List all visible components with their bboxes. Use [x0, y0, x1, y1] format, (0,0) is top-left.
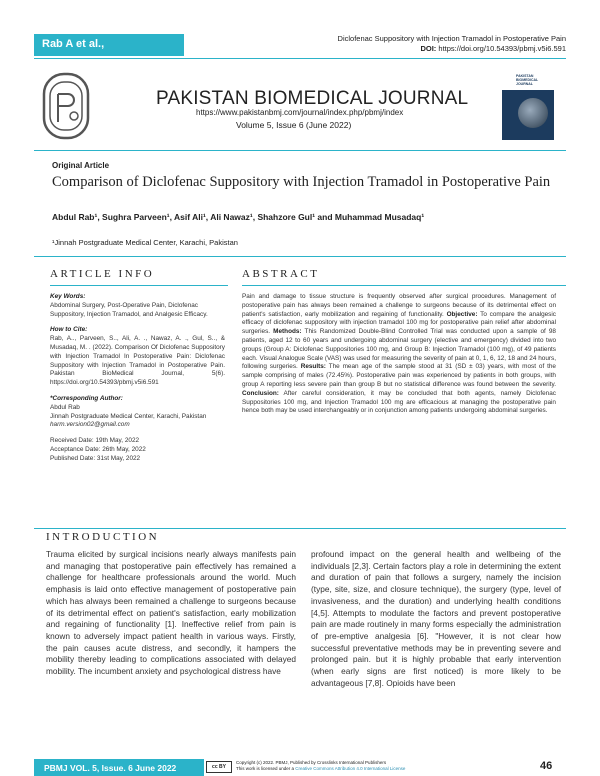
methods-text: This Randomized Double-Blind Controlled Trial was conducted upon a sample of 98 patients, aged 12 to 60 years and undergoing abdominal surgery (elective and emergency) divided into two groups (Group A: Diclofenac Suppositories 100 mg, and Group B: Injection Tramadol (100 mg), of 49 patients each. Visual Analogue Scale (VAS) was used for measuring the severity of pain at 0, 1, 6, 12, 18 and 24 hours, following surgeries. — [242, 328, 556, 371]
doi-label: DOI: — [420, 44, 437, 53]
doi-link[interactable]: https://doi.org/10.54393/pbmj.v5i6.591 — [438, 44, 566, 53]
corresponding-email[interactable]: harm.version02@gmail.com — [50, 421, 130, 429]
running-title: Diclofenac Suppository with Injection Tramadol in Postoperative Pain — [337, 34, 566, 43]
keywords: Abdominal Surgery, Post-Operative Pain, Diclofenac Suppository, Injection Tramadol, and Analgesic Efficacy. — [50, 301, 208, 318]
license-link[interactable]: Creative Commons Attribution 4.0 International License — [295, 766, 406, 771]
journal-volume: Volume 5, Issue 6 (June 2022) — [236, 120, 352, 130]
license-line — [236, 766, 436, 772]
paper-title: Comparison of Diclofenac Suppository with Injection Tramadol in Postoperative Pain — [52, 174, 551, 190]
journal-cover-image — [502, 68, 554, 140]
page-number: 46 — [540, 760, 553, 772]
published-date: Published Date: 31st May, 2022 — [50, 454, 141, 462]
methods-label: Methods: — [273, 328, 302, 336]
abstract-intro: Pain and damage to tissue structure is frequently observed after surgical procedures. Management of postoperative pain has always been remained a challenge to surgeons because of its detrimental effect on patient's satisfaction, early mobilization and regaining of functionality. — [242, 293, 556, 318]
banner-rule — [34, 150, 566, 151]
license-prefix: This work is licensed under a — [236, 766, 295, 771]
running-author: Rab A et al., — [34, 34, 184, 56]
corresponding-block — [50, 395, 225, 430]
results-label: Results: — [300, 363, 326, 371]
cite-block — [50, 326, 225, 388]
results-text: The mean age of the sample stood at 31 (SD ± 03) years, with most of the sample comprising of males (72.45%). Postoperative pain was experienced by patients in both groups, with group A reporting less severe pain than group B but no statistical difference was found between the severity. — [242, 363, 556, 388]
accepted-date: Acceptance Date: 26th May, 2022 — [50, 445, 146, 453]
received-date: Received Date: 19th May, 2022 — [50, 437, 140, 445]
cover-title: PAKISTAN BIOMEDICAL JOURNAL — [516, 74, 539, 86]
author-list: Abdul Rab¹, Sughra Parveen¹, Asif Ali¹, Ali Nawaz¹, Shahzore Gul¹ and Muhammad Musadaq¹ — [52, 212, 425, 222]
cc-license-icon[interactable]: cc BY — [206, 761, 232, 773]
article-info-heading: ARTICLE INFO — [50, 268, 155, 280]
doi-line — [190, 44, 566, 54]
header-rule — [34, 58, 566, 59]
cite-label: How to Cite: — [50, 326, 88, 334]
keywords-block — [50, 293, 225, 319]
title-rule — [34, 256, 566, 257]
journal-name: PAKISTAN BIOMEDICAL JOURNAL — [156, 88, 469, 109]
abstract-heading: ABSTRACT — [242, 268, 320, 280]
journal-url[interactable]: https://www.pakistanbmj.com/journal/index.php/pbmj/index — [196, 108, 404, 117]
intro-column-2: profound impact on the general health and wellbeing of the individuals [2,3]. Certain factors play a role in determining the extent and duration of pain that follows a surgery, namely the incision (type, site, size, and closure technique), the surgery (type, level of invasiveness, and the duration) and underlying health conditions [4,5]. Attempts to modulate the factors and prevent postoperative pain are made routinely in many forms especially the administration of pre-emptive analgesia [6]. "However, it is not clear how successful preventative methods may be in preventing severe and prolonged pain. but it is highly probable that early intervention (when early signs are first noticed) is more likely to be advantageous [7,8]. Opioids have been — [311, 549, 561, 688]
conclusion-text: After careful consideration, it may be concluded that both agents, namely Diclofenac Suppositories 100 mg, and Injection Tramadol 100 mg are efficacious at managing the postoperative pain hence both may be used interchangeably or in conjunction among patients undergoing abdominal surgeries. — [242, 389, 556, 415]
abstract-body — [242, 293, 556, 416]
objective-text: To compare the analgesic efficacy of diclofenac suppository with injection tramadol 100 mg for postoperative pain relief after abdominal surgeries. — [242, 310, 556, 336]
corresponding-label: *Corresponding Author: — [50, 394, 123, 402]
footer-issue: PBMJ VOL. 5, Issue. 6 June 2022 — [34, 759, 204, 776]
corresponding-affiliation: Jinnah Postgraduate Medical Center, Karachi, Pakistan — [50, 412, 207, 420]
introduction-heading: INTRODUCTION — [46, 531, 160, 543]
article-info-panel — [50, 293, 225, 464]
footer-copyright — [236, 760, 436, 772]
conclusion-label: Conclusion: — [242, 389, 279, 397]
corresponding-name: Abdul Rab — [50, 403, 80, 411]
intro-top-rule — [34, 528, 566, 529]
journal-logo-icon — [40, 70, 92, 142]
running-header — [190, 34, 566, 56]
copyright-line: Copyright (c) 2022. PBMJ, Published by Crosslinks International Publishers — [236, 760, 387, 765]
intro-column-1: Trauma elicited by surgical incisions nearly always manifests pain and managing that postoperative pain effectively has remained a challenge for healthcare professionals around the world. Much emphasis is laid onto effective management of postoperative pain which has always been remained a challenge to surgeons because of its detrimental effect on patient's satisfaction, early mobilization and regaining of functionality [1]. Ineffective relief from pain is known to adversely impact patient health in various ways. Firstly, the pain causes acute distress, and secondly, it hampers the mobility thereby leading to complications associated with delayed mobility. The incumbent anxiety and psychological distress have — [46, 549, 296, 677]
citation: Rab, A.., Parveen, S.., Ali, A. ., Nawaz, A. ., Gul, S.., & Musadaq, M. . (2022). Comparison Of Diclofenac Suppository with Injection Tramadol In Postoperative Pain: Diclofenac Suppository with Injection Tramadol in Postoperative Pain. Pakistan BioMedical Journal, 5(6). https://doi.org/10.54393/pbmj.v5i6.591 — [50, 335, 225, 387]
article-type: Original Article — [52, 161, 110, 170]
abstract-rule — [242, 285, 566, 286]
affiliation: ¹Jinnah Postgraduate Medical Center, Karachi, Pakistan — [52, 238, 238, 247]
dates-block — [50, 437, 225, 463]
objective-label: Objective: — [446, 310, 478, 318]
cover-artwork — [518, 98, 548, 128]
keywords-label: Key Words: — [50, 293, 86, 300]
article-info-rule — [50, 285, 228, 286]
